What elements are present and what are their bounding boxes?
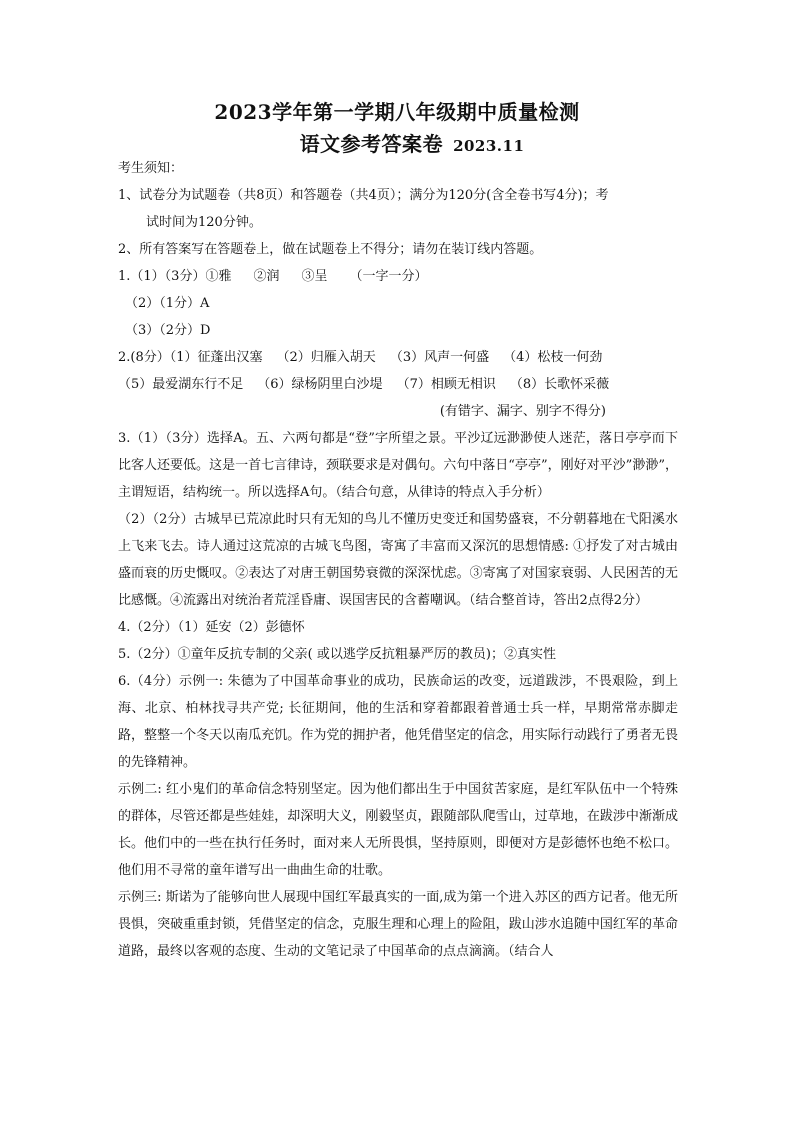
q1-part1-b: ②润 — [253, 269, 280, 284]
q2-item: （4）松枝一何劲 — [503, 350, 603, 365]
q1-part2: （2）（1分）A — [125, 296, 210, 311]
q1-part1 — [118, 263, 678, 290]
q1-part1-c: ③呈 — [301, 269, 328, 284]
page-subtitle: 语文参考答案卷 — [299, 132, 444, 156]
q4-answer: 4.（2分）（1）延安（2）彭德怀 — [118, 620, 305, 635]
q2-line1 — [118, 344, 678, 371]
q6-example-1: 6.（4分）示例一: 朱德为了中国革命事业的成功，民族命运的改变，远道跋涉，不畏艰险，到上海、北京、柏林找寻共产党; 长征期间，他的生活和穿着都跟着普通士兵一样，早期常常赤脚走路，整整一个冬天以南瓜充饥。作为党的拥护者，他凭借坚定的信念，用实际行动践行了勇者无畏的先锋精神。 — [118, 674, 678, 770]
page-subtitle-row — [0, 128, 794, 157]
page-title: 2023学年第一学期八年级期中质量检测 — [214, 100, 580, 124]
notice-item-1-cont: 试时间为120分钟。 — [146, 215, 262, 230]
exam-date: 2023.11 — [453, 137, 525, 155]
q5-answer: 5.（2分）①童年反抗专制的父亲( 或以逃学反抗粗暴严厉的教员)；②真实性 — [118, 647, 556, 662]
q2-item: （2）归雁入胡天 — [276, 350, 376, 365]
notice-heading: 考生须知： — [118, 161, 184, 176]
q3-part1: 3.（1）（3分）选择A。五、六两句都是“登”字所望之景。平沙辽远渺渺使人迷茫，落日亭亭而下比客人还要低。这是一首七言律诗，颈联要求是对偶句。六句中落日“亭亭”，刚好对平沙”渺渺”，主谓短语，结构统一。所以选择A句。（结合句意，从律诗的特点入手分析） — [118, 431, 678, 500]
notice-item-2: 2、所有答案写在答题卷上，做在试题卷上不得分；请勿在装订线内答题。 — [118, 242, 543, 257]
q1-part1-note: （一字一分） — [349, 269, 428, 284]
q2-line2 — [118, 371, 678, 398]
notice-item-1: 1、试卷分为试题卷（共8页）和答题卷（共4页）；满分为120分(含全卷书写4分)；考 — [118, 188, 609, 203]
q2-item: （5）最爱湖东行不足 — [118, 377, 244, 392]
q2-item: 2.(8分）（1）征蓬出汉塞 — [118, 350, 263, 365]
q2-item: （7）相顾无相识 — [396, 377, 496, 392]
q1-part1-a: 1.（1）（3分）①雅 — [118, 269, 232, 284]
q3-part2: （2）（2分）古城早已荒凉此时只有无知的鸟儿不懂历史变迁和国势盛衰，不分朝暮地在弋阳溪水上飞来飞去。诗人通过这荒凉的古城飞鸟图，寄寓了丰富而又深沉的思想情感: ①抒发了对古城由盛而衰的历史慨叹。②表达了对唐王朝国势衰微的深深忧虑。③寄寓了对国家衰弱、人民困苦的无比感慨。④流露出对统治者荒淫昏庸、误国害民的含蓄嘲讽。（结合整首诗，答出2点得2分） — [118, 512, 678, 608]
q6-example-3: 示例三: 斯诺为了能够向世人展现中国红军最真实的一面,成为第一个进入苏区的西方记者。他无所畏惧，突破重重封锁，凭借坚定的信念，克服生理和心理上的险阻，跋山涉水追随中国红军的革命道路，最终以客观的态度、生动的文笔记录了中国革命的点点滴滴。（结合人 — [118, 890, 678, 959]
q2-note: (有错字、漏字、别字不得分) — [439, 404, 606, 419]
q1-part3: （3）（2分）D — [125, 323, 211, 338]
q2-item: （3）风声一何盛 — [389, 350, 490, 365]
q2-item: （6）绿杨阴里白沙堤 — [257, 377, 383, 392]
q2-item: （8）长歌怀采薇 — [509, 377, 610, 392]
answer-content — [118, 155, 678, 965]
q6-example-2: 示例二: 红小鬼们的革命信念特别坚定。因为他们都出生于中国贫苦家庭，是红军队伍中一个特殊的群体，尽管还都是些娃娃，却深明大义，刚毅坚贞，跟随部队爬雪山，过草地，在跋涉中渐渐成长。他们中的一些在执行任务时，面对来人无所畏惧，坚持原则，即便对方是彭德怀也绝不松口。他们用不寻常的童年谱写出一曲曲生命的壮歌。 — [118, 782, 678, 878]
